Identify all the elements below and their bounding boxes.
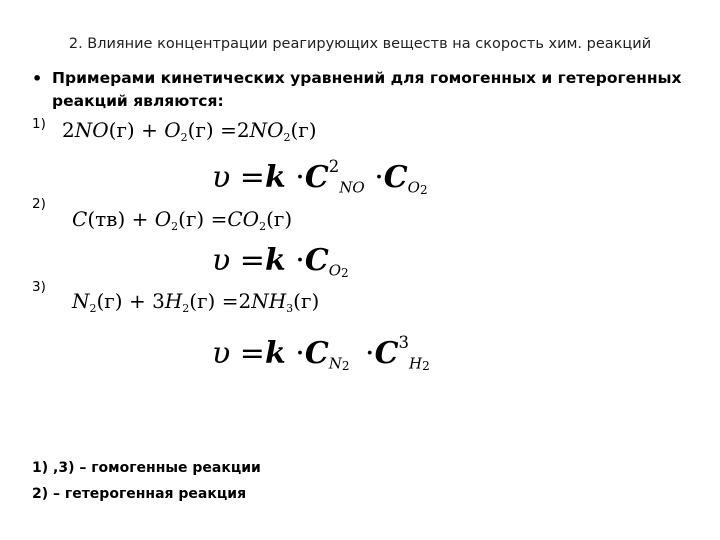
rate-symbol: υ bbox=[212, 336, 231, 371]
species: NO bbox=[74, 118, 109, 142]
multiply-dot: · bbox=[295, 336, 305, 371]
phase: (г) bbox=[290, 118, 317, 142]
phase: (г) bbox=[189, 289, 216, 313]
phase: (г) bbox=[178, 207, 205, 231]
rate-constant: k bbox=[264, 243, 286, 278]
coef: 2 bbox=[62, 118, 75, 142]
reaction-1-number: 1) bbox=[32, 116, 46, 132]
reaction-2-equation bbox=[72, 207, 292, 233]
concentration: C bbox=[374, 336, 399, 371]
subscript: N bbox=[328, 354, 342, 373]
rate-constant: k bbox=[264, 336, 286, 371]
plus-sign: + bbox=[128, 289, 146, 313]
reaction-1-rate-law bbox=[212, 157, 428, 198]
subscript: O bbox=[407, 178, 420, 197]
species: N bbox=[72, 289, 90, 313]
phase: (г) bbox=[293, 289, 320, 313]
phase: (г) bbox=[108, 118, 135, 142]
reaction-2-number: 2) bbox=[32, 196, 46, 212]
phase: (г) bbox=[187, 118, 214, 142]
species: H bbox=[164, 289, 183, 313]
equals-sign: = bbox=[221, 289, 239, 313]
equals-sign: = bbox=[210, 207, 228, 231]
subscript: 3 bbox=[286, 301, 294, 315]
reaction-3-equation bbox=[72, 289, 319, 315]
species: NO bbox=[249, 118, 284, 142]
multiply-dot: · bbox=[295, 160, 305, 195]
multiply-dot: · bbox=[374, 160, 384, 195]
reaction-2-rate-law bbox=[212, 243, 349, 280]
rate-symbol: υ bbox=[212, 160, 231, 195]
conclusion-heterogeneous: 2) – гетерогенная реакция bbox=[32, 486, 247, 502]
reaction-3-number: 3) bbox=[32, 279, 46, 295]
subscript: 2 bbox=[419, 183, 428, 198]
subscript: 2 bbox=[422, 359, 430, 374]
exponent: 2 bbox=[328, 157, 340, 177]
rate-constant: k bbox=[264, 160, 286, 195]
subscript: 2 bbox=[180, 130, 188, 144]
subscript: O bbox=[328, 261, 342, 280]
species: NH bbox=[251, 289, 287, 313]
plus-sign: + bbox=[131, 207, 149, 231]
rate-symbol: υ bbox=[212, 243, 231, 278]
exponent: 3 bbox=[398, 333, 409, 353]
equals-sign: = bbox=[239, 160, 265, 195]
subscript: 2 bbox=[171, 219, 179, 233]
species: CO bbox=[227, 207, 260, 231]
concentration: C bbox=[304, 243, 329, 278]
bullet-marker: • bbox=[32, 69, 43, 88]
phase: (тв) bbox=[87, 207, 126, 231]
subscript: NO bbox=[339, 178, 365, 197]
phase: (г) bbox=[96, 289, 123, 313]
subscript: H bbox=[408, 354, 423, 373]
subscript: 2 bbox=[89, 301, 97, 315]
bullet-item bbox=[32, 67, 692, 113]
conclusion-homogeneous: 1) ,3) – гомогенные реакции bbox=[32, 460, 261, 476]
species: C bbox=[72, 207, 88, 231]
coef: 2 bbox=[236, 118, 250, 142]
subscript: 2 bbox=[341, 266, 349, 281]
equals-sign: = bbox=[239, 336, 265, 371]
coef: 2 bbox=[238, 289, 252, 313]
subscript: 2 bbox=[259, 219, 267, 233]
reaction-1-equation bbox=[62, 118, 317, 144]
multiply-dot: · bbox=[295, 243, 305, 278]
concentration: C bbox=[383, 160, 408, 195]
phase: (г) bbox=[266, 207, 293, 231]
bullet-text: Примерами кинетических уравнений для гомогенных и гетерогенных реакций являются: bbox=[52, 69, 682, 110]
equals-sign: = bbox=[220, 118, 237, 142]
multiply-dot: · bbox=[365, 336, 375, 371]
species: O bbox=[154, 207, 172, 231]
subscript: 2 bbox=[283, 130, 291, 144]
species: O bbox=[164, 118, 181, 142]
slide-title: 2. Влияние концентрации реагирующих веществ на скорость хим. реакций bbox=[68, 36, 652, 52]
coef: 3 bbox=[152, 289, 165, 313]
plus-sign: + bbox=[141, 118, 158, 142]
equals-sign: = bbox=[239, 243, 265, 278]
concentration: C bbox=[304, 160, 329, 195]
subscript: 2 bbox=[182, 301, 190, 315]
subscript: 2 bbox=[341, 359, 350, 374]
reaction-3-rate-law bbox=[212, 333, 430, 374]
concentration: C bbox=[304, 336, 329, 371]
